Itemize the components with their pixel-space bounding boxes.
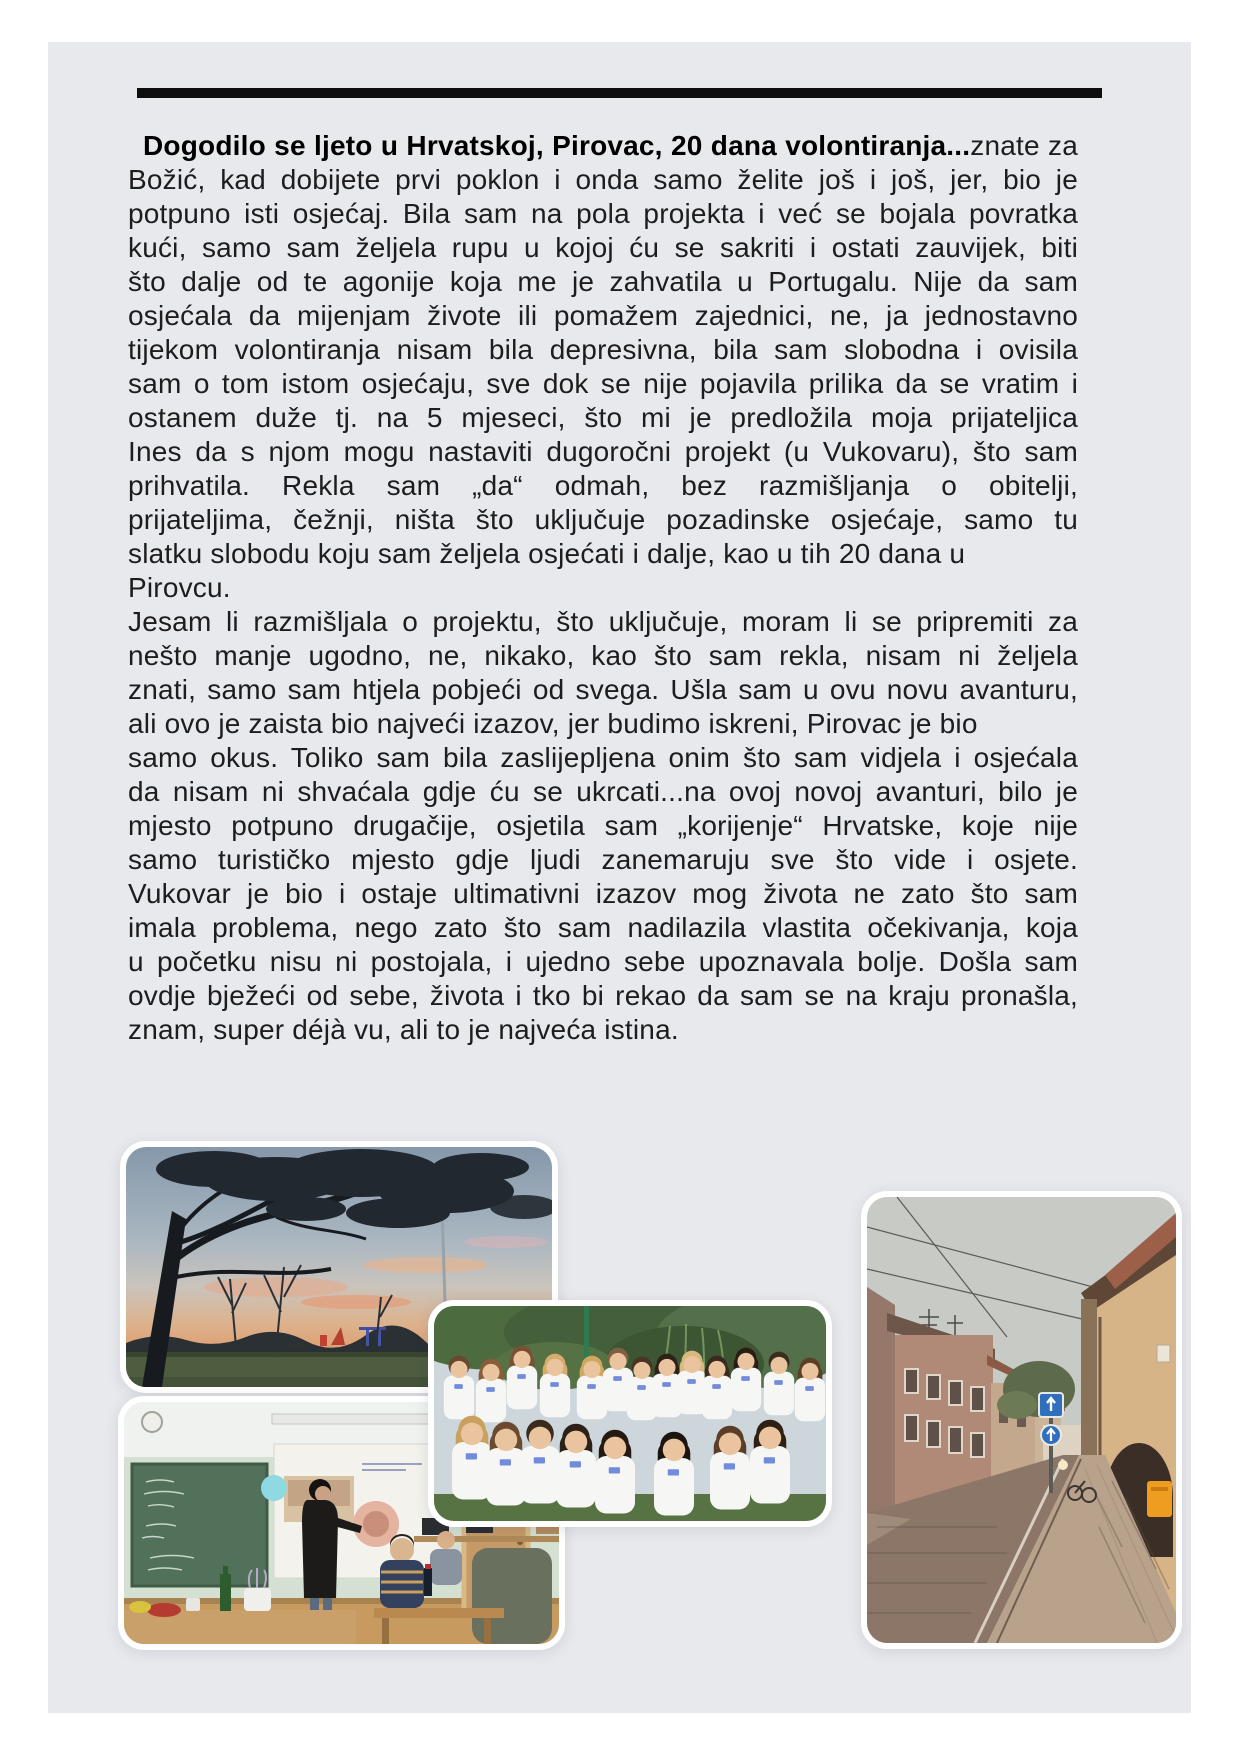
text-line: ovdje bježeći od sebe, života i tko bi rekao da sam se na kraju pronašla, <box>128 980 1078 1011</box>
text-line: u početku nisu ni postojala, i ujedno sebe upoznavala bolje. Došla sam <box>128 946 1078 977</box>
article-text <box>128 129 1078 1047</box>
text-line: potpuno isti osjećaj. Bila sam na pola projekta i već se bojala povratka <box>128 198 1078 229</box>
text-line: mjesto potpuno drugačije, osjetila sam „korijenje“ Hrvatske, koje nije <box>128 810 1078 841</box>
text-line: Jesam li razmišljala o projektu, što uključuje, moram li se pripremiti za <box>128 606 1078 637</box>
text-line: Pirovcu. <box>128 572 231 603</box>
text-line: nešto manje ugodno, ne, nikako, kao što sam rekla, nisam ni željela <box>128 640 1078 671</box>
text-line: Ines da s njom mogu nastaviti dugoročni projekt (u Vukovaru), što sam <box>128 436 1078 467</box>
text-line: tijekom volontiranja nisam bila depresivna, bila sam slobodna i ovisila <box>128 334 1078 365</box>
text-line: Vukovar je bio i ostaje ultimativni izazov mog života ne zato što sam <box>128 878 1078 909</box>
text-line: znati, samo sam htjela pobjeći od svega. Ušla sam u ovu novu avanturu, <box>128 674 1078 705</box>
text-line: Božić, kad dobijete prvi poklon i onda samo želite još i još, jer, bio je <box>128 164 1078 195</box>
volunteers-group-illustration <box>434 1306 826 1521</box>
text-line: imala problema, nego zato što sam nadilazila vlastita očekivanja, koja <box>128 912 1078 943</box>
text-line: znam, super déjà vu, ali to je najveća istina. <box>128 1014 679 1045</box>
text-line: da nisam ni shvaćala gdje ću se ukrcati...na ovoj novoj avanturi, bilo je <box>128 776 1078 807</box>
text-line: što dalje od te agonije koja me je zahvatila u Portugalu. Nije da sam <box>128 266 1078 297</box>
text-line: ostanem duže tj. na 5 mjeseci, što mi je predložila moja prijateljica <box>128 402 1078 433</box>
old-town-street-illustration <box>867 1197 1176 1643</box>
text-line: prijateljima, čežnji, ništa što uključuje pozadinske osjećaje, samo tu <box>128 504 1078 535</box>
text-line: samo turističko mjesto gdje ljudi zanemaruju sve što vide i osjete. <box>128 844 1078 875</box>
text-line: Dogodilo se ljeto u Hrvatskoj, Pirovac, 20 dana volontiranja...znate za <box>143 130 1079 161</box>
text-line: sam o tom istom osjećaju, sve dok se nije pojavila prilika da se vratim i <box>128 368 1078 399</box>
text-line: kući, samo sam željela rupu u kojoj ću se sakriti i ostati zauvijek, biti <box>128 232 1078 263</box>
photo-old-town-street <box>861 1191 1182 1649</box>
photo-volunteers-group <box>428 1300 832 1527</box>
text-line: osjećala da mijenjam živote ili pomažem zajednici, ne, ja jednostavno <box>128 300 1078 331</box>
text-line: ali ovo je zaista bio najveći izazov, jer budimo iskreni, Pirovac je bio <box>128 708 978 739</box>
text-line: samo okus. Toliko sam bila zaslijepljena onim što sam vidjela i osjećala <box>128 742 1078 773</box>
top-divider-bar <box>137 88 1102 98</box>
text-line: prihvatila. Rekla sam „da“ odmah, bez razmišljanja o obitelji, <box>128 470 1078 501</box>
text-line: slatku slobodu koju sam željela osjećati i dalje, kao u tih 20 dana u <box>128 538 966 569</box>
